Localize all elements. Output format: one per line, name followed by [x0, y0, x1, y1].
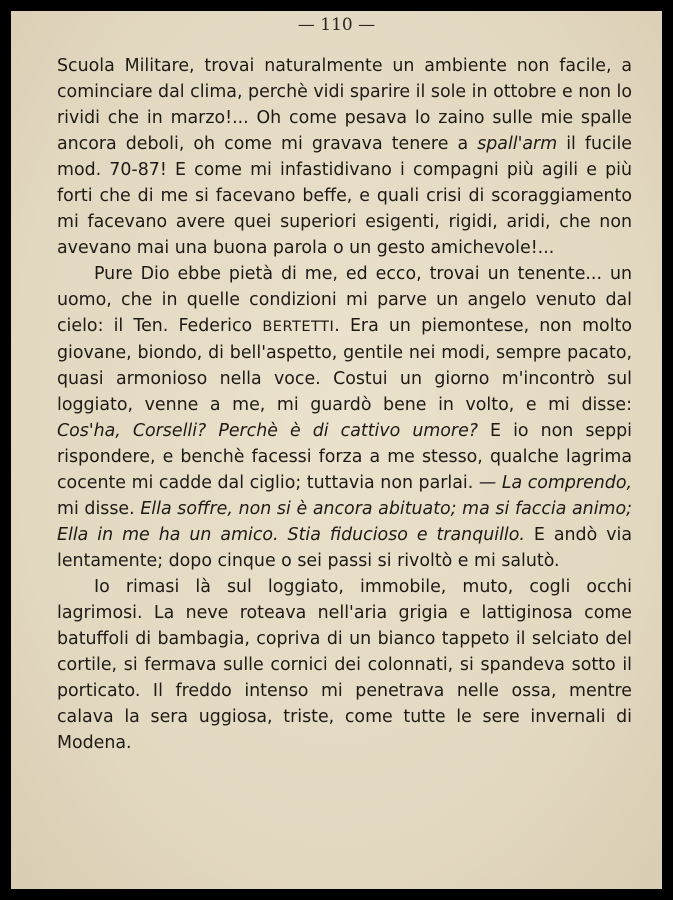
book-page [11, 11, 662, 889]
paragraph-3 [57, 574, 632, 756]
name-smallcaps: BERTETTI [262, 319, 335, 335]
text-run: . Era un piemontese, non molto giovane, biondo, di bell'aspetto, gentile nei modi, sempre pacato, quasi armonioso nella voce. Costui un giorno m'incontrò sul loggiato, venne a me, mi guardò bene in volto, e mi disse: [57, 316, 632, 415]
italic-run: Ella soffre, non si è ancora abituato; ma si faccia animo; Ella in me ha un amico. Stia fiducioso e tranquillo. [57, 499, 632, 545]
paragraph-1 [57, 53, 632, 261]
italic-run: Cos'ha, Corselli? Perchè è di cattivo umore? [57, 421, 478, 441]
text-run: il fucile mod. 70-87! E come mi infastidivano i compagni più agili e più forti che di me si facevano beffe, e quali crisi di scoraggiamento mi facevano avere quei superiori esigenti, rigidi, aridi, che non avevano mai una buona parola o un gesto amichevole!... [57, 134, 632, 258]
italic-run: spall'arm [477, 134, 558, 154]
italic-run: La comprendo, [501, 473, 632, 493]
paragraph-2 [57, 261, 632, 574]
text-run: Pure Dio ebbe pietà di me, ed ecco, trovai un tenente... un uomo, che in quelle condizioni mi parve un angelo venuto dal cielo: il Ten. Federico [57, 264, 632, 336]
text-run: Io rimasi là sul loggiato, immobile, muto, cogli occhi lagrimosi. La neve roteava nell'aria grigia e lattiginosa come batuffoli di bambagia, copriva di un bianco tappeto il selciato del cortile, si fermava sulle cornici dei colonnati, si spandeva sotto il porticato. Il freddo intenso mi penetrava nelle ossa, mentre calava la sera uggiosa, triste, come tutte le sere invernali di Modena. [57, 577, 632, 753]
page-number: — 110 — [297, 15, 376, 35]
text-run: Scuola Militare, trovai naturalmente un ambiente non facile, a cominciare dal clima, perchè vidi sparire il sole in ottobre e non lo rividi che in marzo!... Oh come pesava lo zaino sulle mie spalle ancora deboli, oh come mi gravava tenere a [57, 56, 632, 154]
body-text [57, 53, 632, 756]
text-run: E andò via lentamente; dopo cinque o sei passi si rivoltò e mi salutò. [57, 525, 632, 571]
text-run: E io non seppi rispondere, e benchè facessi forza a me stesso, qualche lagrima cocente mi cadde dal ciglio; tuttavia non parlai. — [57, 421, 632, 493]
text-run: mi disse. [57, 499, 141, 519]
